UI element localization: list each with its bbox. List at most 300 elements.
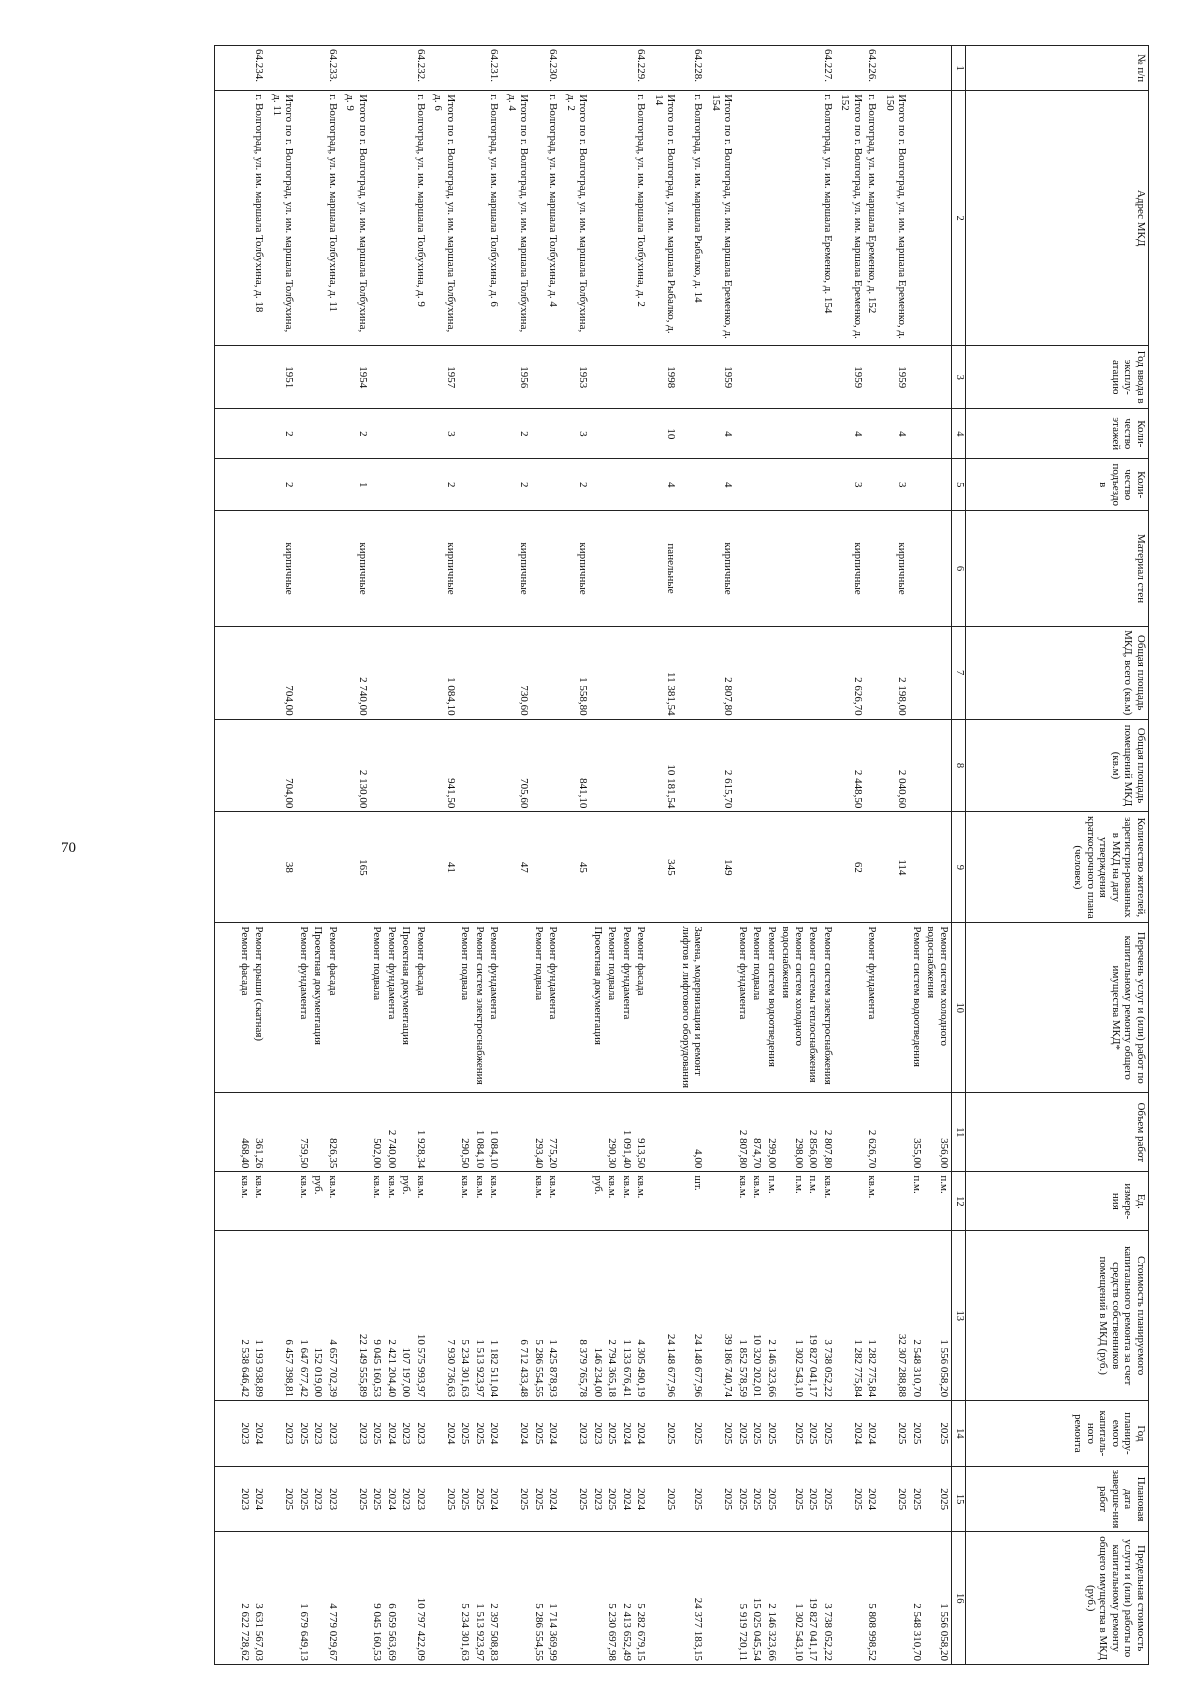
table-cell bbox=[634, 459, 649, 511]
table-cell: 5 282 679,15 bbox=[634, 1532, 649, 1665]
table-cell bbox=[502, 1093, 532, 1172]
table-cell: 2025 bbox=[821, 1466, 836, 1532]
table-cell bbox=[821, 812, 836, 923]
table-cell: 2023 bbox=[414, 1466, 429, 1532]
column-number: 1 bbox=[952, 46, 966, 91]
table-cell: 1 302 543,10 bbox=[779, 1532, 806, 1665]
table-cell bbox=[458, 91, 473, 346]
table-cell: п.м. bbox=[765, 1172, 780, 1231]
table-cell: 64.230. bbox=[546, 46, 561, 91]
table-cell: 10 181,54 bbox=[649, 719, 679, 812]
table-cell: 2023 bbox=[311, 1401, 326, 1467]
table-cell bbox=[620, 511, 635, 626]
table-cell bbox=[779, 626, 806, 719]
table-cell bbox=[835, 1532, 865, 1665]
table-cell: 2025 bbox=[458, 1401, 473, 1467]
table-cell bbox=[910, 91, 925, 346]
table-cell bbox=[591, 812, 606, 923]
table-cell bbox=[297, 719, 312, 812]
table-cell bbox=[605, 812, 620, 923]
table-cell bbox=[765, 511, 780, 626]
table-cell bbox=[326, 812, 341, 923]
table-cell bbox=[428, 46, 458, 91]
table-cell: Ремонт подвала bbox=[750, 923, 765, 1093]
table-cell: 2024 bbox=[428, 1401, 458, 1467]
table-cell bbox=[370, 719, 385, 812]
table-cell bbox=[620, 46, 635, 91]
table-cell: 2025 bbox=[880, 1401, 910, 1467]
table-cell: 2025 bbox=[561, 1466, 591, 1532]
table-body bbox=[215, 46, 952, 1665]
empty-cell bbox=[215, 1532, 238, 1665]
table-cell bbox=[546, 459, 561, 511]
table-cell bbox=[679, 812, 706, 923]
table-cell bbox=[311, 626, 326, 719]
table-cell: 4,00 bbox=[679, 1093, 706, 1172]
table-cell bbox=[458, 459, 473, 511]
table-cell bbox=[806, 511, 821, 626]
table-cell bbox=[399, 626, 414, 719]
table-cell: Проектная документация bbox=[591, 923, 606, 1093]
table-cell bbox=[238, 626, 253, 719]
table-cell bbox=[736, 626, 751, 719]
table-cell bbox=[821, 511, 836, 626]
empty-cell bbox=[215, 923, 238, 1093]
table-cell: 1 282 775,84 bbox=[835, 1231, 865, 1401]
table-cell: 15 025 045,54 bbox=[750, 1532, 765, 1665]
table-cell: 2025 bbox=[765, 1466, 780, 1532]
table-cell: 2025 bbox=[340, 1466, 370, 1532]
column-header: Перечень услуг и (или) работ по капитальному ремонту общего имущества МКД* bbox=[966, 923, 1149, 1093]
table-cell: кв.м. bbox=[473, 1172, 488, 1231]
table-cell bbox=[750, 719, 765, 812]
table-cell bbox=[487, 626, 502, 719]
table-cell: 4 bbox=[649, 459, 679, 511]
table-cell: 39 186 740,74 bbox=[706, 1231, 736, 1401]
table-cell bbox=[267, 1172, 297, 1231]
column-number: 4 bbox=[952, 409, 966, 459]
table-cell: 64.228. bbox=[679, 46, 706, 91]
table-cell: Проектная документация bbox=[399, 923, 414, 1093]
table-cell: 2025 bbox=[880, 1466, 910, 1532]
table-cell: кв.м. bbox=[821, 1172, 836, 1231]
table-cell bbox=[750, 812, 765, 923]
table-cell: 2025 bbox=[370, 1466, 385, 1532]
table-cell bbox=[561, 46, 591, 91]
table-cell bbox=[620, 626, 635, 719]
table-cell bbox=[428, 923, 458, 1093]
table-cell bbox=[297, 459, 312, 511]
table-cell: 1957 bbox=[428, 346, 458, 409]
table-cell bbox=[458, 409, 473, 459]
table-cell bbox=[370, 812, 385, 923]
table-cell: 2 146 323,66 bbox=[765, 1532, 780, 1665]
empty-cell bbox=[215, 511, 238, 626]
table-cell bbox=[428, 1093, 458, 1172]
table-cell bbox=[267, 46, 297, 91]
table-cell bbox=[821, 719, 836, 812]
table-cell: 1 084,10 bbox=[428, 626, 458, 719]
table-cell: 1953 bbox=[561, 346, 591, 409]
table-row bbox=[679, 46, 706, 1665]
table-cell bbox=[502, 923, 532, 1093]
table-cell bbox=[634, 409, 649, 459]
table-cell bbox=[806, 719, 821, 812]
table-cell bbox=[649, 1172, 679, 1231]
table-cell bbox=[765, 459, 780, 511]
table-cell: кв.м. bbox=[634, 1172, 649, 1231]
table-cell bbox=[924, 626, 952, 719]
table-cell: кирпичные bbox=[706, 511, 736, 626]
table-cell: Ремонт систем электроснабжения bbox=[821, 923, 836, 1093]
table-cell: Ремонт подвала bbox=[532, 923, 547, 1093]
table-cell bbox=[880, 923, 910, 1093]
table-cell: 1 302 543,10 bbox=[779, 1231, 806, 1401]
table-cell: 2025 bbox=[473, 1466, 488, 1532]
table-cell: 1 084,10 bbox=[473, 1093, 488, 1172]
table-cell bbox=[835, 1172, 865, 1231]
table-cell: 5 230 697,98 bbox=[605, 1532, 620, 1665]
table-cell: 2024 bbox=[634, 1466, 649, 1532]
table-row bbox=[532, 46, 547, 1665]
table-cell: 4 bbox=[706, 459, 736, 511]
table-cell bbox=[340, 1172, 370, 1231]
table-cell: г. Волгоград, ул. им. маршала Рыбалко, д. 14 bbox=[679, 91, 706, 346]
table-cell bbox=[910, 346, 925, 409]
table-cell: 10 797 422,09 bbox=[414, 1532, 429, 1665]
table-cell: 2023 bbox=[326, 1466, 341, 1532]
table-cell: 2025 bbox=[428, 1466, 458, 1532]
table-cell: 2025 bbox=[765, 1401, 780, 1467]
table-cell: 1 852 578,59 bbox=[736, 1231, 751, 1401]
table-cell bbox=[399, 1532, 414, 1665]
table-cell bbox=[385, 346, 400, 409]
table-cell: 9 045 160,53 bbox=[370, 1231, 385, 1401]
table-cell: 2025 bbox=[910, 1401, 925, 1467]
column-number: 7 bbox=[952, 626, 966, 719]
table-cell bbox=[910, 409, 925, 459]
table-cell bbox=[865, 346, 880, 409]
table-cell: г. Волгоград, ул. им. маршала Толбухина, д. 6 bbox=[487, 91, 502, 346]
table-cell: 290,30 bbox=[605, 1093, 620, 1172]
table-cell: 6 457 398,81 bbox=[267, 1231, 297, 1401]
table-cell: 5 234 301,63 bbox=[458, 1231, 473, 1401]
table-row bbox=[910, 46, 925, 1665]
table-cell: 2 bbox=[561, 459, 591, 511]
column-number: 9 bbox=[952, 812, 966, 923]
table-cell: 730,60 bbox=[502, 626, 532, 719]
table-cell: руб. bbox=[591, 1172, 606, 1231]
table-cell: кв.м. bbox=[865, 1172, 880, 1231]
table-cell bbox=[252, 812, 267, 923]
table-bottom-edge bbox=[215, 46, 238, 1665]
table-cell bbox=[458, 626, 473, 719]
table-cell: кирпичные bbox=[561, 511, 591, 626]
table-cell bbox=[487, 346, 502, 409]
table-cell bbox=[605, 719, 620, 812]
table-cell: 2023 bbox=[238, 1401, 253, 1467]
table-cell bbox=[428, 1172, 458, 1231]
table-cell bbox=[910, 46, 925, 91]
table-cell bbox=[532, 626, 547, 719]
table-cell: 1 928,34 bbox=[414, 1093, 429, 1172]
table-cell: Ремонт фасада bbox=[414, 923, 429, 1093]
total-row bbox=[267, 46, 297, 1665]
table-cell bbox=[546, 409, 561, 459]
table-cell: 2024 bbox=[487, 1401, 502, 1467]
table-cell: кв.м. bbox=[736, 1172, 751, 1231]
table-cell: руб. bbox=[311, 1172, 326, 1231]
table-cell: панельные bbox=[649, 511, 679, 626]
table-cell bbox=[620, 346, 635, 409]
table-cell bbox=[880, 1093, 910, 1172]
table-cell bbox=[591, 1532, 606, 1665]
table-cell: 2 548 310,70 bbox=[910, 1231, 925, 1401]
table-cell: Ремонт фундамента bbox=[736, 923, 751, 1093]
table-cell bbox=[370, 409, 385, 459]
table-cell: 2 397 508,83 bbox=[487, 1532, 502, 1665]
table-cell: 5 234 301,63 bbox=[458, 1532, 473, 1665]
table-cell bbox=[458, 46, 473, 91]
column-header: Коли-чество этажей bbox=[966, 409, 1149, 459]
table-cell bbox=[679, 346, 706, 409]
table-cell: 299,00 bbox=[765, 1093, 780, 1172]
table-cell: 10 575 993,97 bbox=[414, 1231, 429, 1401]
table-cell: Ремонт фундамента bbox=[487, 923, 502, 1093]
table-cell: п.м. bbox=[779, 1172, 806, 1231]
table-cell: Итого по г. Волгоград, ул. им. маршала Толбухина, д. 6 bbox=[428, 91, 458, 346]
table-cell: 4 bbox=[880, 409, 910, 459]
table-cell: 4 779 029,67 bbox=[326, 1532, 341, 1665]
table-cell: 2 130,00 bbox=[340, 719, 370, 812]
table-cell bbox=[924, 719, 952, 812]
table-cell bbox=[880, 1532, 910, 1665]
empty-cell bbox=[215, 1231, 238, 1401]
table-cell: кирпичные bbox=[502, 511, 532, 626]
table-cell: 64.227. bbox=[821, 46, 836, 91]
table-cell: 2024 bbox=[865, 1401, 880, 1467]
table-cell: 1 bbox=[340, 459, 370, 511]
table-cell: 3 bbox=[880, 459, 910, 511]
table-cell: г. Волгоград, ул. им. маршала Еременко, д. 154 bbox=[821, 91, 836, 346]
table-cell bbox=[399, 46, 414, 91]
table-cell: 2 040,60 bbox=[880, 719, 910, 812]
table-row bbox=[750, 46, 765, 1665]
table-cell: Итого по г. Волгоград, ул. им. маршала Еременко, д. 154 bbox=[706, 91, 736, 346]
table-cell: 2024 bbox=[620, 1466, 635, 1532]
table-cell bbox=[487, 459, 502, 511]
table-cell bbox=[297, 626, 312, 719]
table-cell bbox=[385, 91, 400, 346]
table-cell: Ремонт фасада bbox=[634, 923, 649, 1093]
table-cell bbox=[502, 1172, 532, 1231]
column-number: 16 bbox=[952, 1532, 966, 1665]
table-cell: 1 679 649,13 bbox=[297, 1532, 312, 1665]
empty-cell bbox=[215, 1466, 238, 1532]
table-cell bbox=[779, 91, 806, 346]
table-row bbox=[736, 46, 751, 1665]
table-cell: 2 807,80 bbox=[706, 626, 736, 719]
table-cell: кирпичные bbox=[340, 511, 370, 626]
table-cell bbox=[835, 1093, 865, 1172]
table-cell: 41 bbox=[428, 812, 458, 923]
table-cell: 2 538 646,42 bbox=[238, 1231, 253, 1401]
header-row bbox=[966, 46, 1149, 1665]
table-cell bbox=[238, 719, 253, 812]
table-cell: Ремонт фундамента bbox=[620, 923, 635, 1093]
table-cell bbox=[487, 511, 502, 626]
table-cell bbox=[532, 511, 547, 626]
table-cell bbox=[750, 346, 765, 409]
table-cell bbox=[546, 346, 561, 409]
table-cell bbox=[297, 91, 312, 346]
column-number: 14 bbox=[952, 1401, 966, 1467]
table-cell bbox=[252, 346, 267, 409]
table-cell: 1 714 369,99 bbox=[546, 1532, 561, 1665]
table-cell bbox=[252, 459, 267, 511]
table-cell: Итого по г. Волгоград, ул. им. маршала Толбухина, д. 11 bbox=[267, 91, 297, 346]
column-header: Объем работ bbox=[966, 1093, 1149, 1172]
table-cell bbox=[546, 511, 561, 626]
table-cell bbox=[370, 511, 385, 626]
table-cell: 2 448,50 bbox=[835, 719, 865, 812]
table-cell bbox=[385, 719, 400, 812]
column-number: 5 bbox=[952, 459, 966, 511]
table-cell bbox=[340, 46, 370, 91]
table-cell bbox=[399, 91, 414, 346]
table-cell: 2025 bbox=[297, 1401, 312, 1467]
table-cell bbox=[561, 1532, 591, 1665]
table-cell: кв.м. bbox=[532, 1172, 547, 1231]
table-cell bbox=[806, 812, 821, 923]
table-cell bbox=[399, 719, 414, 812]
table-cell bbox=[487, 719, 502, 812]
table-cell: 64.229. bbox=[634, 46, 649, 91]
table-cell: 345 bbox=[649, 812, 679, 923]
table-cell: 2024 bbox=[865, 1466, 880, 1532]
table-cell bbox=[880, 46, 910, 91]
table-cell: 19 827 041,17 bbox=[806, 1532, 821, 1665]
table-cell: 2023 bbox=[311, 1466, 326, 1532]
table-cell: кирпичные bbox=[880, 511, 910, 626]
table-cell bbox=[252, 511, 267, 626]
table-cell: 2023 bbox=[591, 1466, 606, 1532]
table-cell: 759,50 bbox=[297, 1093, 312, 1172]
table-cell: Ремонт фундамента bbox=[546, 923, 561, 1093]
table-cell: 2025 bbox=[706, 1401, 736, 1467]
table-row bbox=[414, 46, 429, 1665]
table-cell: Итого по г. Волгоград, ул. им. маршала Толбухина, д. 4 bbox=[502, 91, 532, 346]
table-row bbox=[779, 46, 806, 1665]
table-cell: 2025 bbox=[370, 1401, 385, 1467]
table-cell bbox=[311, 1093, 326, 1172]
table-cell: кв.м. bbox=[605, 1172, 620, 1231]
table-cell: 62 bbox=[835, 812, 865, 923]
table-cell: г. Волгоград, ул. им. маршала Толбухина, д. 4 bbox=[546, 91, 561, 346]
table-cell bbox=[252, 719, 267, 812]
table-cell: Ремонт крыши (скатная) bbox=[252, 923, 267, 1093]
table-cell: 2 807,80 bbox=[821, 1093, 836, 1172]
table-cell: 2025 bbox=[924, 1401, 952, 1467]
table-cell bbox=[399, 1093, 414, 1172]
table-cell bbox=[385, 46, 400, 91]
column-header: Год планиру-емого капиталь-ного ремонта bbox=[966, 1401, 1149, 1467]
column-number: 15 bbox=[952, 1466, 966, 1532]
table-cell: 2025 bbox=[736, 1401, 751, 1467]
table-cell bbox=[779, 719, 806, 812]
table-cell bbox=[736, 719, 751, 812]
table-cell bbox=[340, 1093, 370, 1172]
repair-plan-table bbox=[215, 45, 1150, 1665]
table-cell: Ремонт подвала bbox=[605, 923, 620, 1093]
table-cell bbox=[779, 812, 806, 923]
table-row bbox=[473, 46, 488, 1665]
table-cell: 2025 bbox=[605, 1401, 620, 1467]
table-cell: 2025 bbox=[910, 1466, 925, 1532]
table-row bbox=[326, 46, 341, 1665]
table-cell bbox=[414, 812, 429, 923]
table-cell bbox=[736, 511, 751, 626]
table-cell: 5 286 554,55 bbox=[532, 1231, 547, 1401]
table-cell bbox=[736, 46, 751, 91]
table-cell bbox=[532, 91, 547, 346]
table-cell bbox=[297, 409, 312, 459]
table-cell bbox=[706, 1172, 736, 1231]
table-cell bbox=[591, 409, 606, 459]
table-row bbox=[546, 46, 561, 1665]
table-cell bbox=[385, 812, 400, 923]
table-cell bbox=[924, 459, 952, 511]
table-cell bbox=[326, 626, 341, 719]
table-cell: 705,60 bbox=[502, 719, 532, 812]
table-cell: 64.226. bbox=[865, 46, 880, 91]
table-cell bbox=[532, 459, 547, 511]
table-cell bbox=[591, 46, 606, 91]
table-cell: 64.232. bbox=[414, 46, 429, 91]
table-cell bbox=[750, 459, 765, 511]
table-cell bbox=[706, 46, 736, 91]
table-cell: Замена, модернизация и ремонт лифтов и лифтового оборудования bbox=[679, 923, 706, 1093]
table-cell bbox=[311, 1532, 326, 1665]
table-cell: 1 182 511,04 bbox=[487, 1231, 502, 1401]
table-cell: 2024 bbox=[835, 1401, 865, 1467]
table-cell bbox=[706, 923, 736, 1093]
table-cell: 2 413 652,49 bbox=[620, 1532, 635, 1665]
table-row bbox=[252, 46, 267, 1665]
table-cell: 165 bbox=[340, 812, 370, 923]
table-cell bbox=[806, 346, 821, 409]
table-cell bbox=[399, 409, 414, 459]
table-cell bbox=[414, 511, 429, 626]
table-cell: 2025 bbox=[835, 1466, 865, 1532]
table-cell bbox=[750, 91, 765, 346]
table-cell bbox=[561, 923, 591, 1093]
table-cell: кв.м. bbox=[370, 1172, 385, 1231]
table-cell: Ремонт систем электроснабжения bbox=[473, 923, 488, 1093]
table-cell bbox=[502, 1532, 532, 1665]
table-row bbox=[765, 46, 780, 1665]
table-cell: 361,26 bbox=[252, 1093, 267, 1172]
table-cell: г. Волгоград, ул. им. маршала Еременко, д. 152 bbox=[865, 91, 880, 346]
table-cell: Ремонт системы теплоснабжения bbox=[806, 923, 821, 1093]
table-cell: кв.м. bbox=[385, 1172, 400, 1231]
table-cell bbox=[399, 511, 414, 626]
table-row bbox=[238, 46, 253, 1665]
table-cell: 2025 bbox=[806, 1401, 821, 1467]
table-cell bbox=[311, 812, 326, 923]
table-cell bbox=[473, 626, 488, 719]
table-cell bbox=[765, 91, 780, 346]
